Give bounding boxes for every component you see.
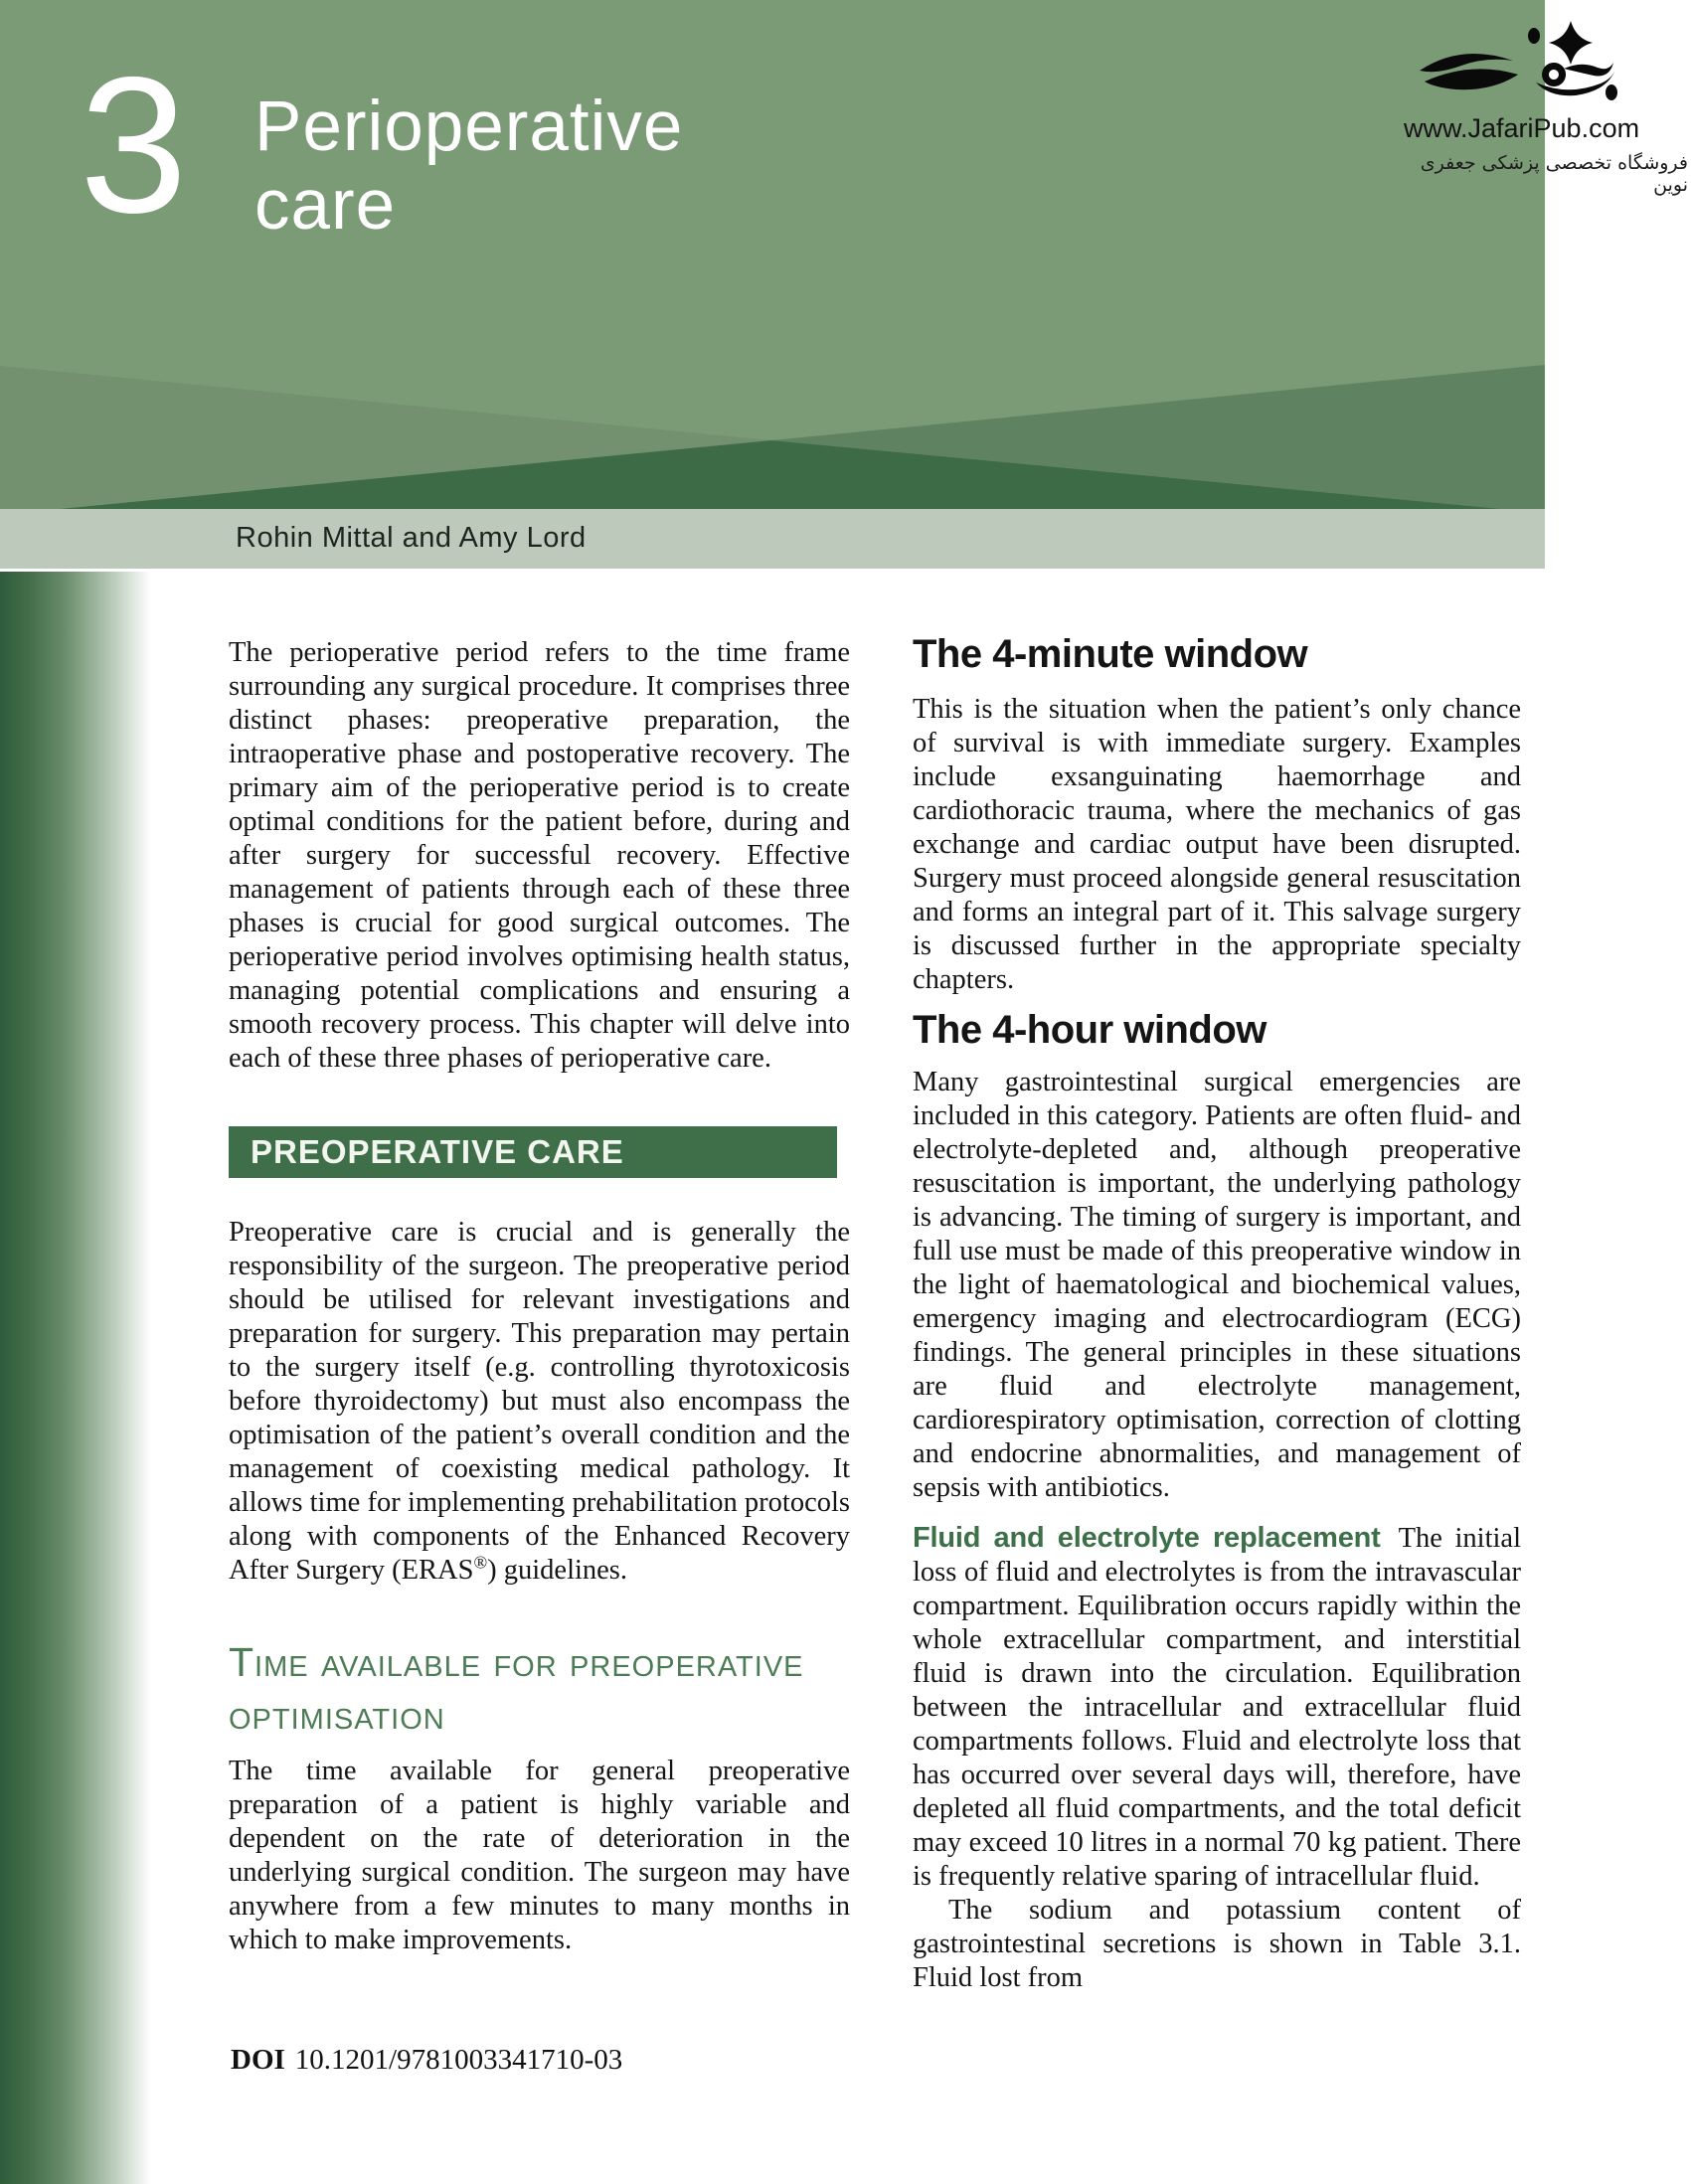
page-edge-gradient-decor xyxy=(0,572,157,2184)
publisher-url: www.JafariPub.com xyxy=(1404,113,1640,143)
time-available-paragraph-text: The time available for general preoperative preparation of a patient is highly variable and dependent on the rate of deterioration in the underlying surgical condition. The surgeon may have anywhere from a few minutes to many months in which to make improvements. xyxy=(229,1756,850,1955)
doi-label: DOI xyxy=(231,2044,285,2076)
section-banner-preoperative-care: PREOPERATIVE CARE xyxy=(229,1126,837,1178)
fluid-electrolyte-paragraph xyxy=(913,1521,1521,1894)
preop-text-before-reg: Preoperative care is crucial and is generally the responsibility of the surgeon. The preoperative period should be utilised for relevant investigations and preparation for surgery. This preparation may pertain to the surgery itself (e.g. controlling thyrotoxicosis before thyroidectomy) but must also encompass the optimisation of the patient’s overall condition and the management of coexisting medical pathology. It allows time for implementing prehabilitation protocols along with components of the Enhanced Recovery After Surgery (ERAS xyxy=(229,1217,850,1586)
intro-paragraph-text: The perioperative period refers to the time frame surrounding any surgical procedure. It comprises three distinct phases: preoperative preparation, the intraoperative phase and postoperative recovery. The primary aim of the perioperative period is to create optimal conditions for the patient before, during and after surgery for successful recovery. Effective management of patients through each of these three phases is crucial for good surgical outcomes. The perioperative period involves optimising health status, managing potential complications and ensuring a smooth recovery process. This chapter will delve into each of these three phases of perioperative care. xyxy=(229,637,850,1074)
heading-4-minute-window: The 4-minute window xyxy=(913,632,1308,676)
preoperative-care-paragraph-text xyxy=(229,1216,850,1588)
heading-fluid-electrolyte-replacement: Fluid and electrolyte replacement xyxy=(913,1522,1381,1554)
fluid-electrolyte-text: The initial loss of fluid and electrolytes is from the intravascular compartment. Equilibration occurs rapidly within the whole extracellular compartment, and interstitial fluid is drawn into the circulation. Equilibration between the intracellular and extracellular fluid compartments follows. Fluid and electrolyte loss that has occurred over several days will, therefore, have depleted all fluid compartments, and the total deficit may exceed 10 litres in a normal 70 kg patient. There is frequently relative sparing of intracellular fluid. xyxy=(913,1523,1521,1892)
four-minute-paragraph-text: This is the situation when the patient’s only chance of survival is with immediate surgery. Examples include exsanguinating haemorrhage and cardiothoracic trauma, where the mechanics of gas exchange and cardiac output have been disrupted. Surgery must proceed alongside general resuscitation and forms an integral part of it. This salvage surgery is discussed further in the appropriate specialty chapters. xyxy=(913,694,1521,995)
four-minute-paragraph xyxy=(913,693,1521,997)
doi-value: 10.1201/9781003341710-03 xyxy=(294,2044,623,2076)
intro-paragraph xyxy=(229,636,850,1076)
chapter-header xyxy=(0,0,1545,509)
publisher-tagline: فروشگاه تخصصی پزشکی جعفری نوین xyxy=(1420,152,1688,196)
chapter-title: Perioperative care xyxy=(254,87,684,245)
time-available-paragraph xyxy=(229,1755,850,1957)
heading-4-hour-window: The 4-hour window xyxy=(913,1008,1267,1052)
registered-mark: ® xyxy=(473,1552,488,1573)
heading-time-available: Time available for preoperative optimisation xyxy=(229,1639,804,1738)
preop-text-after-reg: ) guidelines. xyxy=(487,1555,628,1586)
author-strip xyxy=(0,509,1545,569)
doi-line xyxy=(231,2044,622,2077)
author-names: Rohin Mittal and Amy Lord xyxy=(236,522,587,554)
calligraphy-mark-icon xyxy=(1417,18,1625,109)
chapter-number: 3 xyxy=(80,37,188,253)
fluid-electrolyte-block xyxy=(913,1521,1521,1995)
four-hour-paragraph xyxy=(913,1066,1521,1505)
preoperative-care-paragraph xyxy=(229,1216,850,1588)
four-hour-paragraph-text: Many gastrointestinal surgical emergencies are included in this category. Patients are often fluid- and electrolyte-depleted and, although preoperative resuscitation is important, the underlying pathology is advancing. The timing of surgery is important, and full use must be made of this preoperative window in the light of haematological and biochemical values, emergency imaging and electrocardiogram (ECG) findings. The general principles in these situations are fluid and electrolyte management, cardiorespiratory optimisation, correction of clotting and endocrine abnormalities, and management of sepsis with antibiotics. xyxy=(913,1067,1521,1503)
sodium-potassium-paragraph: The sodium and potassium content of gastrointestinal secretions is shown in Table 3.1. Fluid lost from xyxy=(913,1895,1521,1993)
